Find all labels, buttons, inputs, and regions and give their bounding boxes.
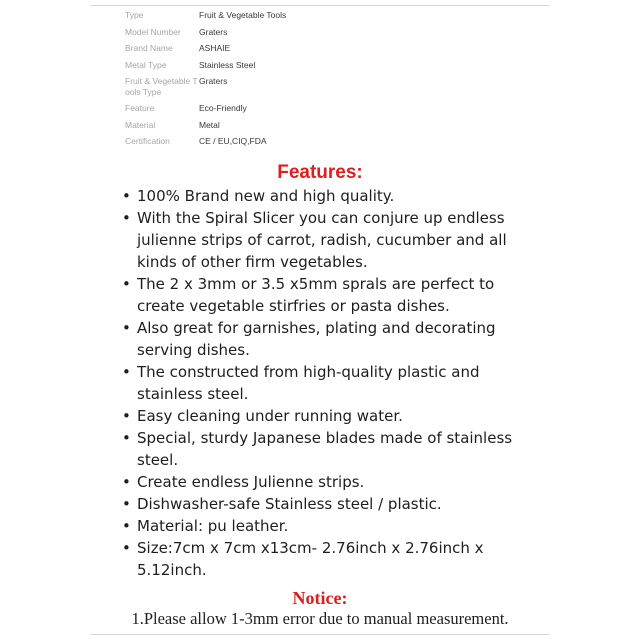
feature-item: • Create endless Julienne strips. <box>122 471 542 493</box>
spec-label: Type <box>125 10 144 20</box>
spec-label: Certification <box>125 136 170 146</box>
feature-item: • Material: pu leather. <box>122 515 542 537</box>
top-divider <box>90 5 550 6</box>
spec-row <box>125 136 545 153</box>
spec-label: Fruit & Vegetable T ools Type <box>125 76 198 97</box>
spec-value: Stainless Steel <box>199 59 256 70</box>
spec-row <box>125 76 545 103</box>
spec-row <box>125 10 545 27</box>
feature-item: • Easy cleaning under running water. <box>122 405 542 427</box>
spec-value: Graters <box>199 26 228 37</box>
feature-item: • Special, sturdy Japanese blades made of stainless steel. <box>122 427 542 471</box>
spec-row <box>125 120 545 137</box>
spec-label: Metal Type <box>125 59 167 70</box>
spec-value: Fruit & Vegetable Tools <box>199 10 287 20</box>
spec-value: ASHAIE <box>199 43 231 53</box>
spec-row <box>125 27 545 44</box>
spec-label: Material <box>125 119 156 130</box>
spec-value: Graters <box>199 76 228 86</box>
feature-item: • Dishwasher-safe Stainless steel / plastic. <box>122 493 542 515</box>
spec-table <box>125 10 545 153</box>
feature-item: • Also great for garnishes, plating and decorating serving dishes. <box>122 317 542 361</box>
features-list <box>122 185 542 581</box>
spec-row <box>125 103 545 120</box>
features-heading: Features: <box>277 162 363 183</box>
notice-heading: Notice: <box>292 588 348 608</box>
spec-label: Feature <box>125 103 155 113</box>
spec-label: Model Number <box>125 26 181 37</box>
spec-row <box>125 60 545 77</box>
spec-value: Eco-Friendly <box>199 103 247 113</box>
feature-item: • Size:7cm x 7cm x13cm- 2.76inch x 2.76inch x 5.12inch. <box>122 537 542 581</box>
spec-row <box>125 43 545 60</box>
feature-item: • 100% Brand new and high quality. <box>122 185 542 207</box>
spec-value: CE / EU,CIQ,FDA <box>199 136 267 146</box>
feature-item: • The constructed from high-quality plastic and stainless steel. <box>122 361 542 405</box>
notice-text: 1.Please allow 1-3mm error due to manual measurement. <box>131 609 509 628</box>
feature-item: • With the Spiral Slicer you can conjure up endless julienne strips of carrot, radish, cucumber and all kinds of other firm vegetables. <box>122 207 542 273</box>
spec-label: Brand Name <box>125 43 173 53</box>
feature-item: • The 2 x 3mm or 3.5 x5mm sprals are perfect to create vegetable stirfries or pasta dishes. <box>122 273 542 317</box>
spec-value: Metal <box>199 119 220 130</box>
bottom-divider <box>90 634 550 635</box>
